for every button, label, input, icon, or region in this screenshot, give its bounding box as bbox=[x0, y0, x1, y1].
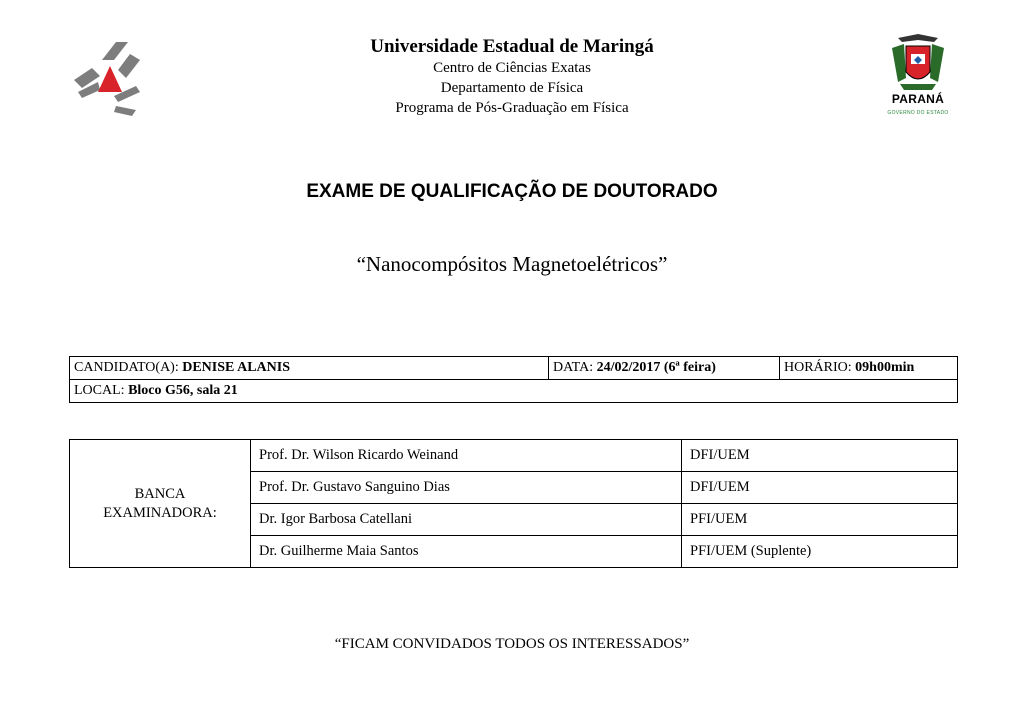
board-label bbox=[70, 440, 251, 568]
exam-date: 24/02/2017 (6ª feira) bbox=[596, 360, 716, 375]
institution-header bbox=[260, 36, 764, 118]
time-label: HORÁRIO: bbox=[784, 360, 852, 375]
member-affiliation: PFI/UEM bbox=[682, 504, 958, 536]
location-label: LOCAL: bbox=[74, 383, 125, 398]
member-affiliation: DFI/UEM bbox=[682, 472, 958, 504]
department-name: Departamento de Física bbox=[440, 80, 584, 96]
board-label-line1: BANCA bbox=[134, 485, 186, 502]
member-name: Prof. Dr. Gustavo Sanguino Dias bbox=[251, 472, 682, 504]
invitation-footer: “FICAM CONVIDADOS TODOS OS INTERESSADOS” bbox=[334, 636, 690, 652]
date-cell bbox=[549, 357, 780, 380]
thesis-title: “Nanocompósitos Magnetoelétricos” bbox=[356, 252, 668, 276]
candidate-cell bbox=[70, 357, 549, 380]
candidate-name: DENISE ALANIS bbox=[182, 360, 290, 375]
member-name: Prof. Dr. Wilson Ricardo Weinand bbox=[251, 440, 682, 472]
parana-name: PARANÁ bbox=[891, 92, 945, 106]
uem-logo-icon bbox=[70, 40, 142, 116]
parana-logo bbox=[878, 34, 958, 122]
info-row-candidate bbox=[70, 357, 958, 380]
exam-info-table bbox=[69, 356, 958, 403]
member-affiliation: DFI/UEM bbox=[682, 440, 958, 472]
date-label: DATA: bbox=[553, 360, 594, 375]
exam-title: EXAME DE QUALIFICAÇÃO DE DOUTORADO bbox=[306, 181, 718, 202]
university-name: Universidade Estadual de Maringá bbox=[370, 36, 654, 57]
center-name: Centro de Ciências Exatas bbox=[433, 60, 591, 76]
time-cell bbox=[780, 357, 958, 380]
exam-location: Bloco G56, sala 21 bbox=[128, 383, 238, 398]
member-name: Dr. Guilherme Maia Santos bbox=[251, 536, 682, 568]
member-name: Dr. Igor Barbosa Catellani bbox=[251, 504, 682, 536]
member-affiliation: PFI/UEM (Suplente) bbox=[682, 536, 958, 568]
parana-coat-of-arms-icon bbox=[878, 34, 958, 92]
board-label-line2: EXAMINADORA: bbox=[103, 504, 217, 521]
candidate-label: CANDIDATO(A): bbox=[74, 360, 179, 375]
program-name: Programa de Pós-Graduação em Física bbox=[395, 100, 629, 116]
government-subtitle: GOVERNO DO ESTADO bbox=[887, 110, 949, 116]
info-row-location bbox=[70, 380, 958, 403]
examining-board-table bbox=[69, 439, 958, 568]
exam-time: 09h00min bbox=[855, 360, 915, 375]
location-cell bbox=[70, 380, 958, 403]
board-row bbox=[70, 440, 958, 472]
